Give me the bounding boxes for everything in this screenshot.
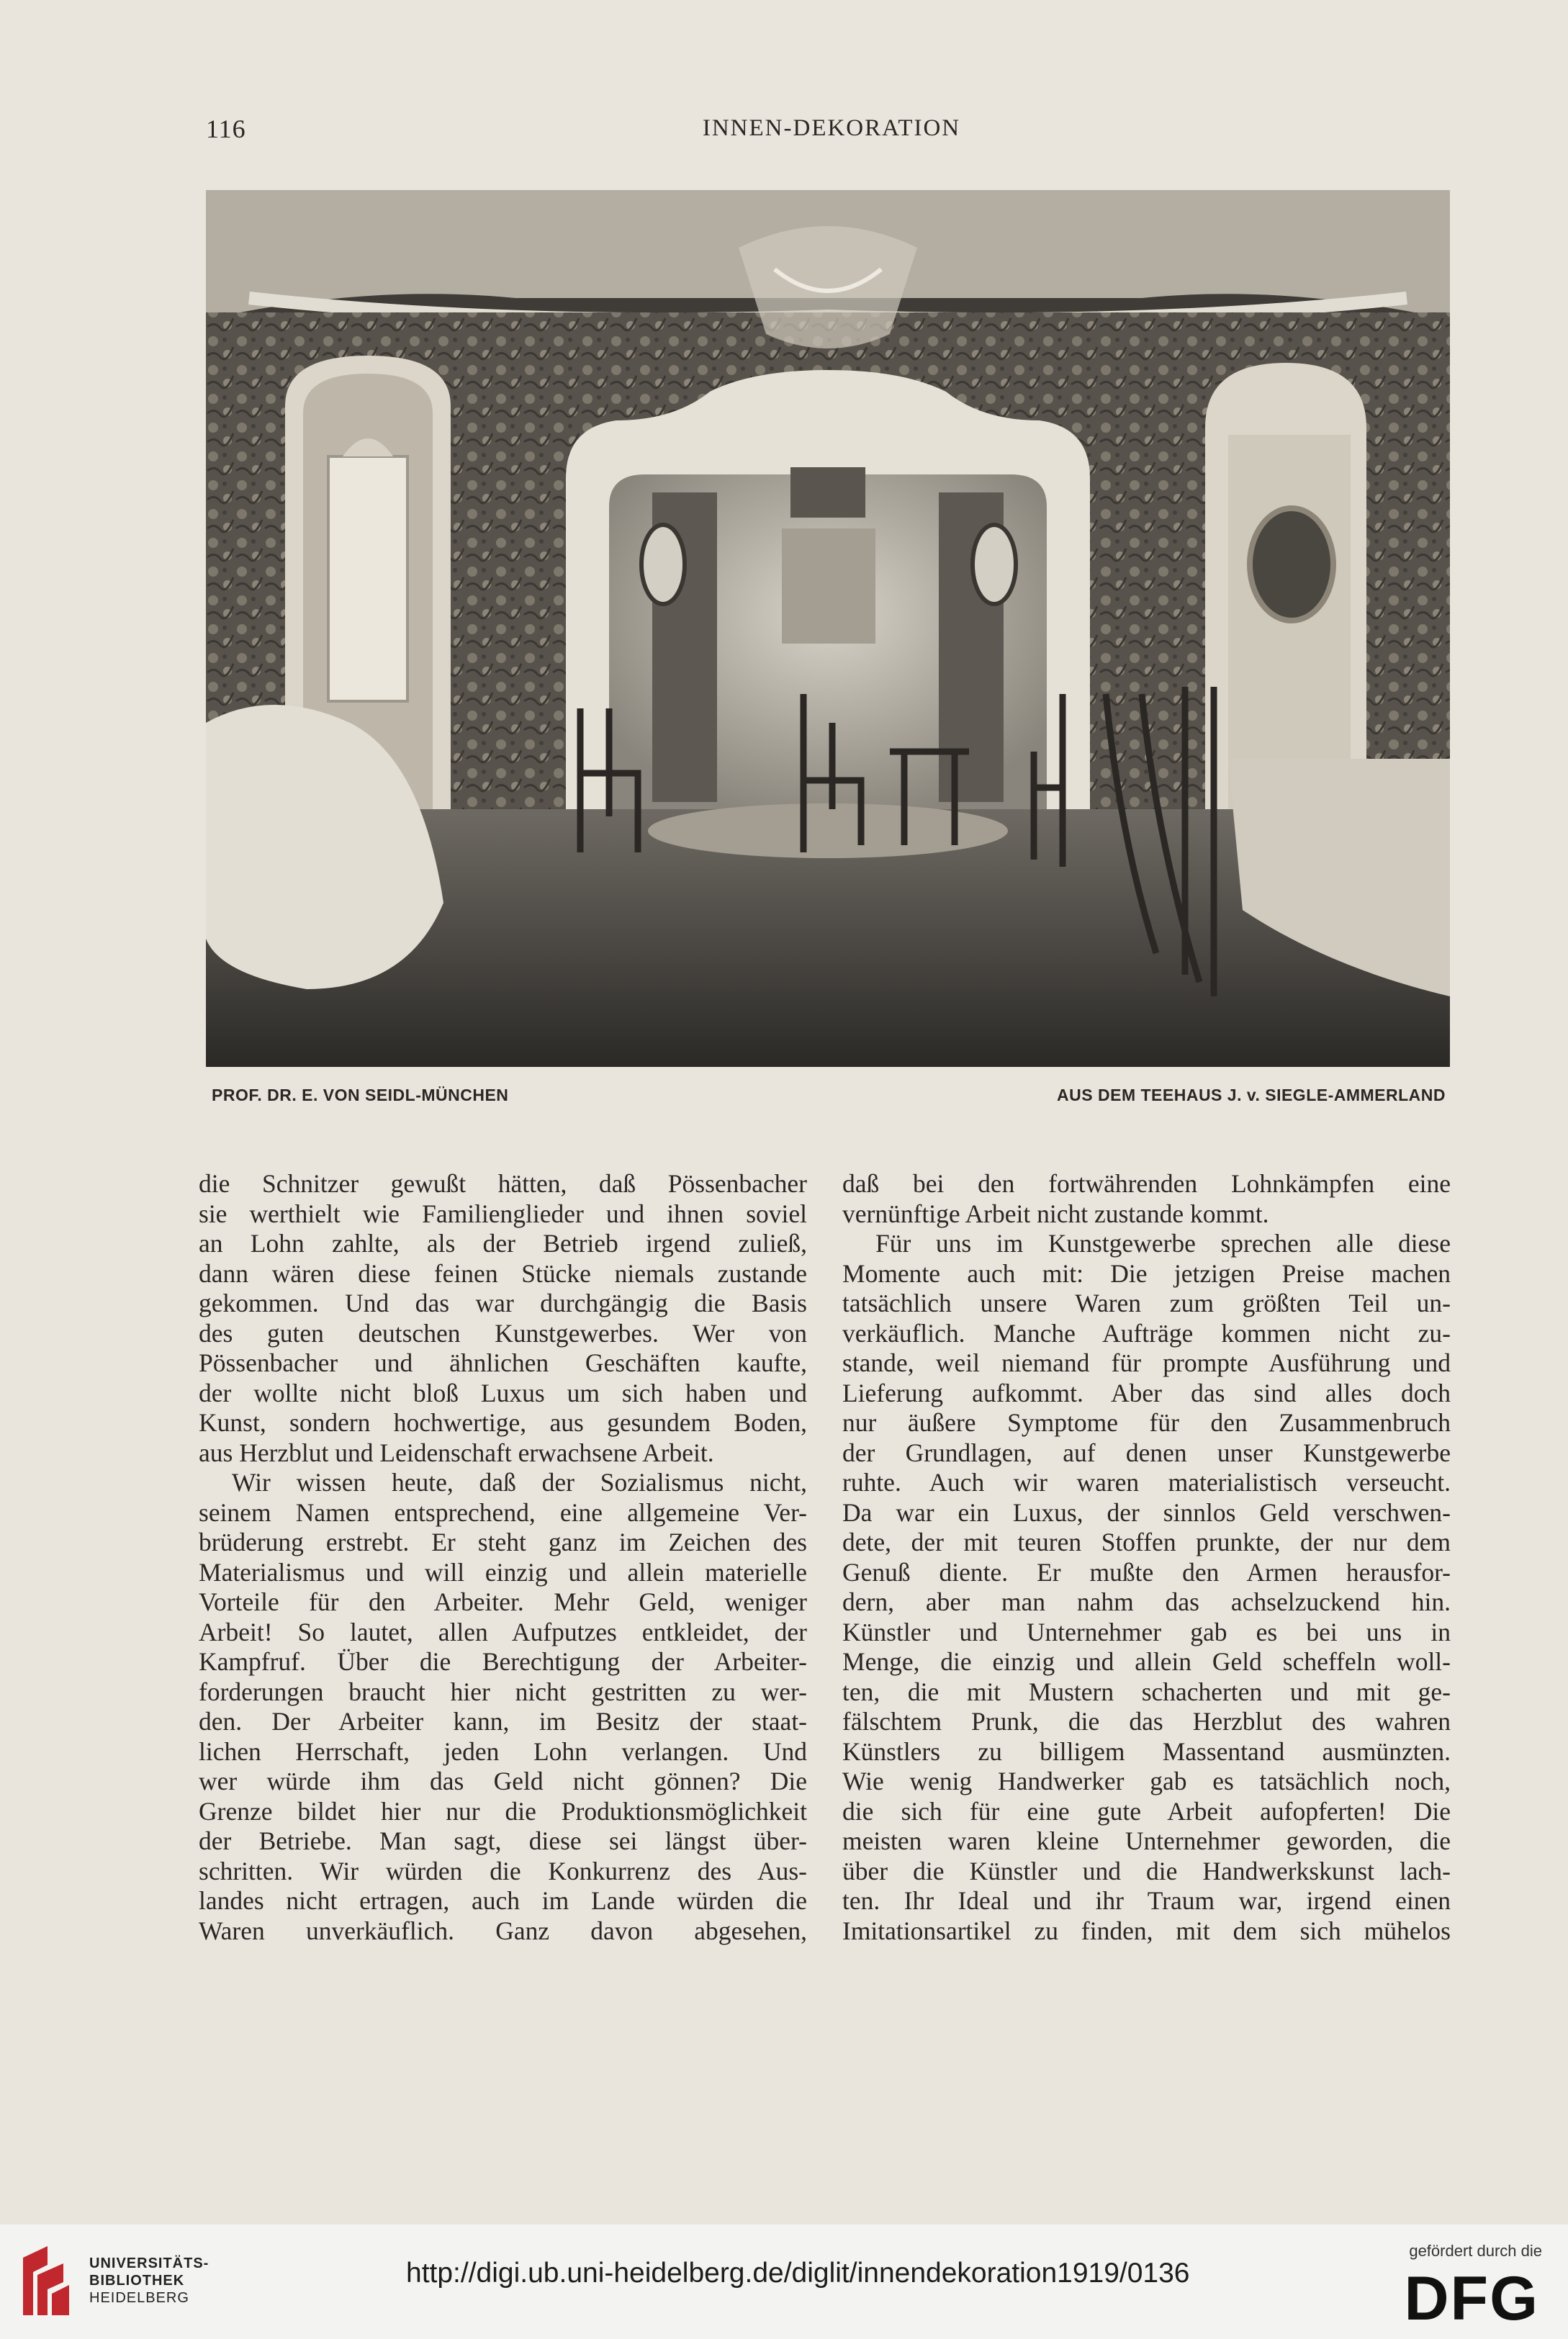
text-line: Arbeit! So lautet, allen Aufputzes entkleidet, der bbox=[199, 1617, 807, 1646]
text-line: aus Herzblut und Leidenschaft erwachsene Arbeit. bbox=[199, 1438, 714, 1467]
text-line: Vorteile für den Arbeiter. Mehr Geld, weniger bbox=[199, 1587, 807, 1616]
text-line: Momente auch mit: Die jetzigen Preise machen bbox=[842, 1258, 1451, 1288]
text-line: ruhte. Auch wir waren materialistisch verseucht. bbox=[842, 1468, 1451, 1497]
text-line: Wir wissen heute, daß der Sozialismus nicht, bbox=[232, 1468, 807, 1497]
running-head: INNEN-DEKORATION bbox=[702, 115, 961, 141]
text-column-right bbox=[842, 1169, 1451, 1946]
text-line: Imitationsartikel zu finden, mit dem sich mühelos bbox=[842, 1916, 1451, 1945]
text-line: sie werthielt wie Familienglieder und ihnen soviel bbox=[199, 1199, 807, 1228]
text-line: ten. Ihr Ideal und ihr Traum war, irgend einen bbox=[842, 1886, 1451, 1915]
text-line: schritten. Wir würden die Konkurrenz des Aus- bbox=[199, 1856, 807, 1885]
text-line: Lieferung aufkommt. Aber das sind alles doch bbox=[842, 1378, 1451, 1407]
text-line: Grenze bildet hier nur die Produktionsmöglichkeit bbox=[199, 1796, 807, 1826]
text-line: fälschtem Prunk, die das Herzblut des wahren bbox=[842, 1707, 1451, 1736]
text-line: Menge, die einzig und allein Geld scheffeln woll- bbox=[842, 1647, 1451, 1676]
text-line: brüderung erstrebt. Er steht ganz im Zeichen des bbox=[199, 1528, 807, 1556]
viewer-footer bbox=[0, 2225, 1568, 2339]
funding-note: gefördert durch die bbox=[1409, 2242, 1542, 2260]
text-line: daß bei den fortwährenden Lohnkämpfen eine bbox=[842, 1169, 1451, 1198]
text-line: der Grundlagen, auf denen unser Kunstgewerbe bbox=[842, 1438, 1451, 1467]
library-name-line: HEIDELBERG bbox=[89, 2290, 189, 2306]
text-line: meisten waren kleine Unternehmer geworden, die bbox=[842, 1826, 1451, 1855]
permalink-url[interactable]: http://digi.ub.uni-heidelberg.de/diglit/innendekoration1919/0136 bbox=[406, 2258, 1190, 2289]
university-library-logo-icon[interactable] bbox=[20, 2243, 72, 2321]
text-line: forderungen braucht hier nicht gestritten zu wer- bbox=[199, 1677, 807, 1706]
text-line: die Schnitzer gewußt hätten, daß Pössenbacher bbox=[199, 1169, 807, 1198]
interior-photograph bbox=[206, 190, 1450, 1067]
figure-caption-right: AUS DEM TEEHAUS J. v. SIEGLE-AMMERLAND bbox=[1057, 1086, 1446, 1104]
text-line: dete, der mit teuren Stoffen prunkte, der nur dem bbox=[842, 1528, 1451, 1556]
text-line: der Betriebe. Man sagt, diese sei längst über- bbox=[199, 1826, 807, 1855]
library-name[interactable] bbox=[89, 2255, 209, 2307]
text-line: ten, die mit Mustern schacherten und mit ge- bbox=[842, 1677, 1451, 1706]
text-line: dern, aber man nahm das achselzuckend hin. bbox=[842, 1587, 1451, 1616]
text-line: stande, weil niemand für prompte Ausführung und bbox=[842, 1348, 1451, 1377]
text-line: des guten deutschen Kunstgewerbes. Wer von bbox=[199, 1318, 807, 1348]
text-line: dann wären diese feinen Stücke niemals zustande bbox=[199, 1258, 807, 1288]
dfg-logo-icon[interactable]: DFG bbox=[1404, 2264, 1539, 2333]
text-line: den. Der Arbeiter kann, im Besitz der staat- bbox=[199, 1707, 807, 1736]
text-line: Materialismus und will einzig und allein materielle bbox=[199, 1557, 807, 1587]
text-line: über die Künstler und die Handwerkskunst lach- bbox=[842, 1856, 1451, 1885]
photo-illustration bbox=[206, 190, 1450, 1067]
text-line: Künstler und Unternehmer gab es bei uns in bbox=[842, 1617, 1451, 1646]
text-line: Genuß diente. Er mußte den Armen herausfor- bbox=[842, 1557, 1451, 1587]
text-line: seinem Namen entsprechend, eine allgemeine Ver- bbox=[199, 1497, 807, 1527]
figure-caption-left: PROF. DR. E. VON SEIDL-MÜNCHEN bbox=[212, 1086, 509, 1104]
text-line: gekommen. Und das war durchgängig die Basis bbox=[199, 1289, 807, 1317]
text-line: Waren unverkäuflich. Ganz davon abgesehen, bbox=[199, 1916, 807, 1945]
text-line: Da war ein Luxus, der sinnlos Geld verschwen- bbox=[842, 1497, 1451, 1527]
text-line: Kampfruf. Über die Berechtigung der Arbeiter- bbox=[199, 1647, 807, 1676]
text-line: wer würde ihm das Geld nicht gönnen? Die bbox=[199, 1767, 807, 1795]
text-line: an Lohn zahlte, als der Betrieb irgend zuließ, bbox=[199, 1229, 807, 1258]
text-line: tatsächlich unsere Waren zum größten Teil un- bbox=[842, 1289, 1451, 1317]
text-column-left bbox=[199, 1169, 807, 1946]
text-line: der wollte nicht bloß Luxus um sich haben und bbox=[199, 1378, 807, 1407]
text-line: Künstlers zu billigem Massentand ausmünzten. bbox=[842, 1736, 1451, 1766]
library-name-line: UNIVERSITÄTS- bbox=[89, 2255, 209, 2271]
text-line: Wie wenig Handwerker gab es tatsächlich noch, bbox=[842, 1767, 1451, 1795]
text-line: nur äußere Symptome für den Zusammenbruch bbox=[842, 1408, 1451, 1437]
text-line: Für uns im Kunstgewerbe sprechen alle diese bbox=[875, 1229, 1451, 1258]
text-line: landes nicht ertragen, auch im Lande würden die bbox=[199, 1886, 807, 1915]
text-line: verkäuflich. Manche Aufträge kommen nicht zu- bbox=[842, 1318, 1451, 1348]
page-number: 116 bbox=[206, 114, 246, 143]
text-line: Pössenbacher und ähnlichen Geschäften kaufte, bbox=[199, 1348, 807, 1377]
text-line: lichen Herrschaft, jeden Lohn verlangen. Und bbox=[199, 1736, 807, 1766]
text-line: die sich für eine gute Arbeit aufopferten! Die bbox=[842, 1796, 1451, 1826]
library-name-line: BIBLIOTHEK bbox=[89, 2273, 185, 2289]
text-line: Kunst, sondern hochwertige, aus gesundem Boden, bbox=[199, 1408, 807, 1437]
text-line: vernünftige Arbeit nicht zustande kommt. bbox=[842, 1199, 1269, 1228]
